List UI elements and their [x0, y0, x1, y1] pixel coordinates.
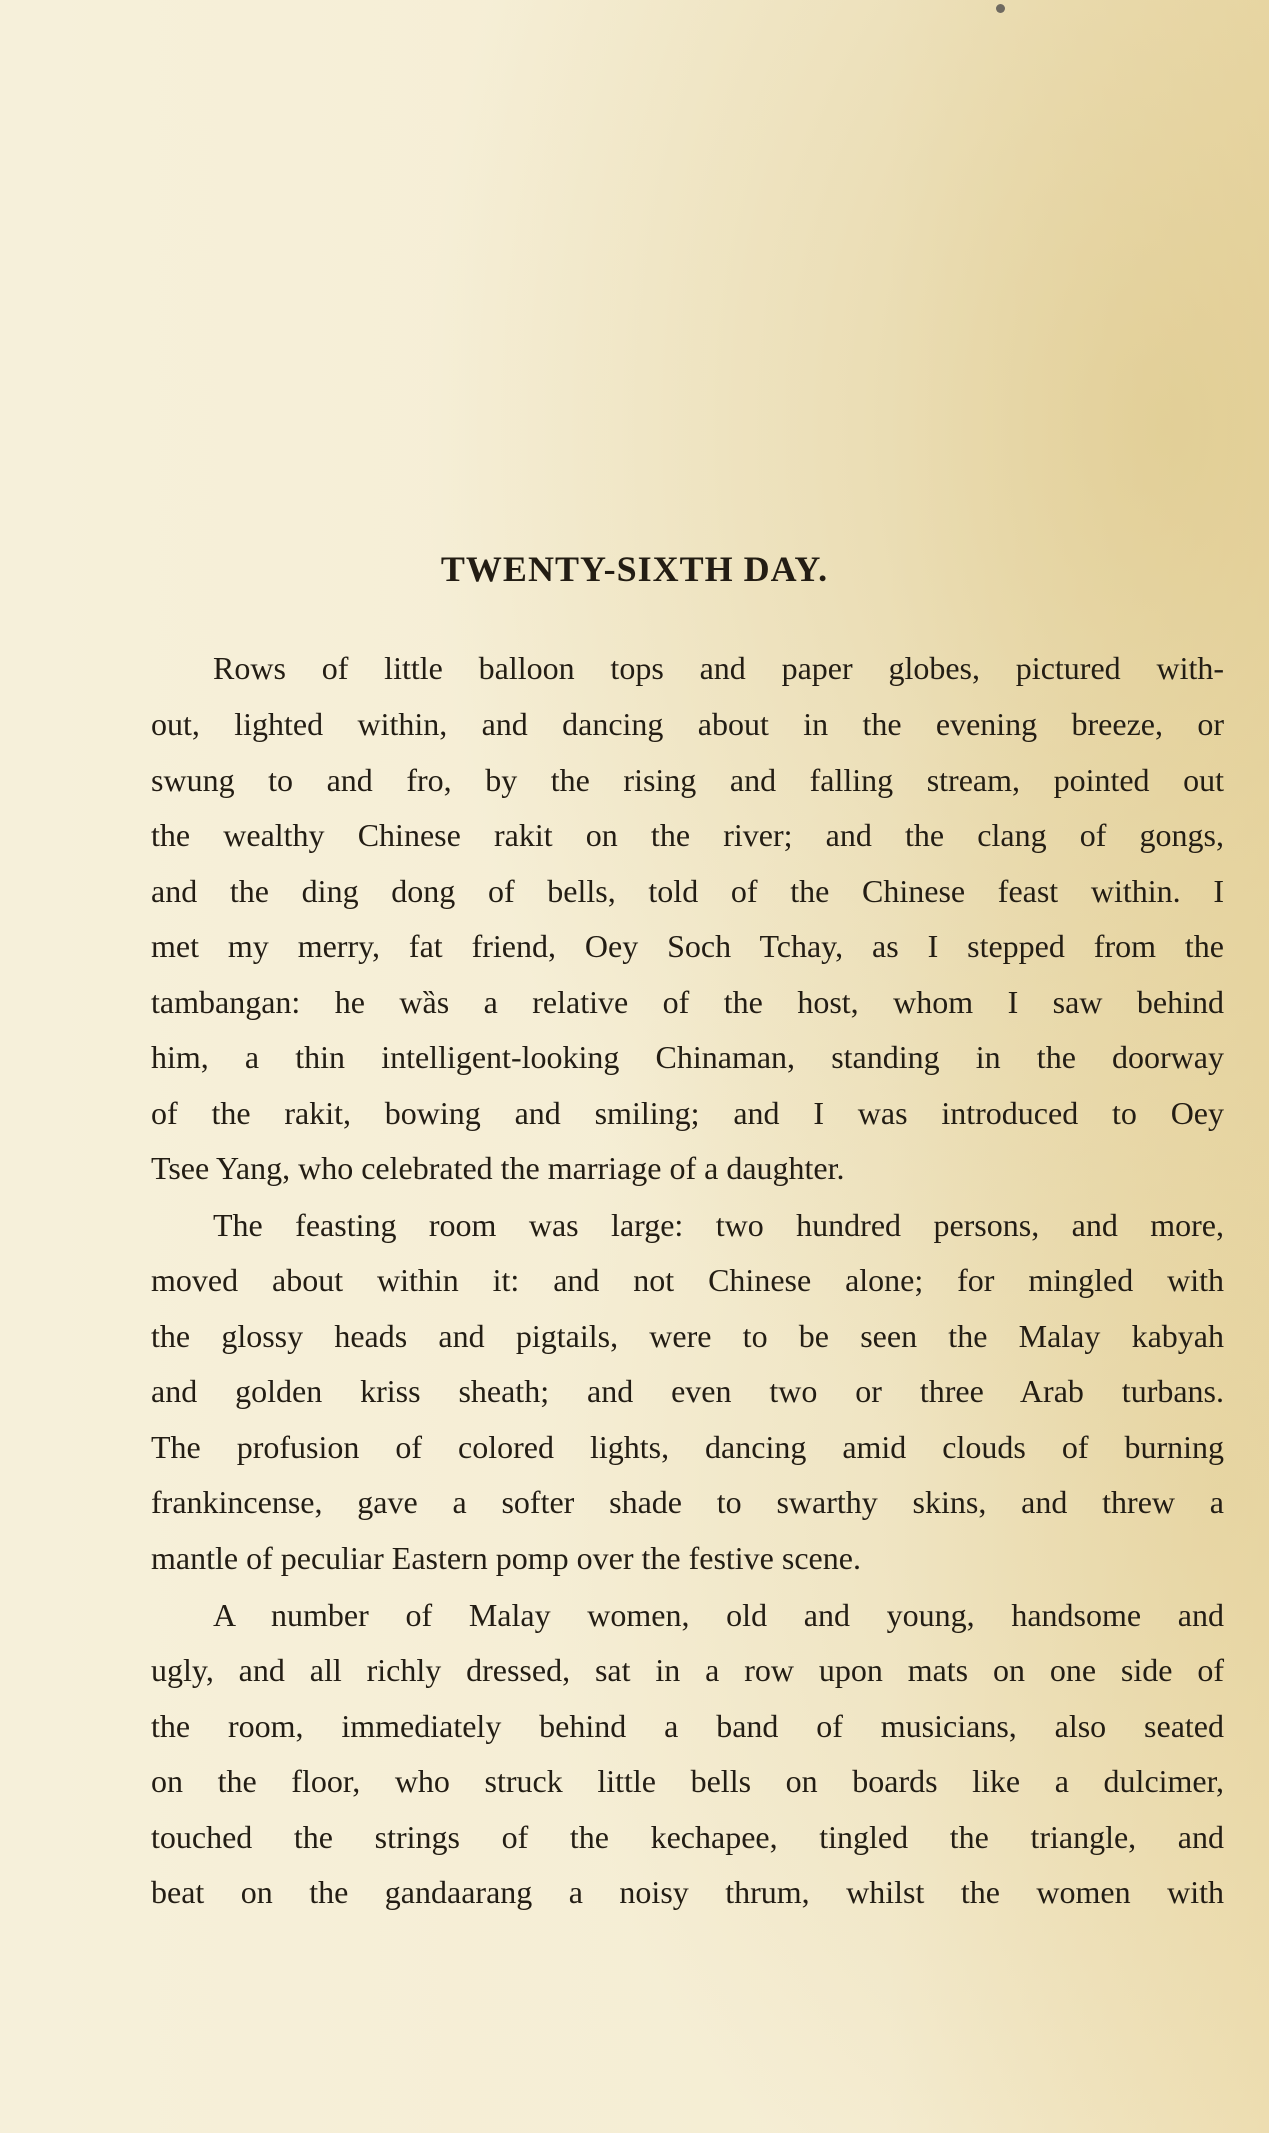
chapter-title: TWENTY-SIXTH DAY. [440, 549, 829, 589]
text-line: out, lighted within, and dancing about in the evening breeze, or [151, 706, 1224, 742]
ink-spot [996, 4, 1005, 13]
text-line: the wealthy Chinese rakit on the river; and the clang of gongs, [151, 817, 1224, 853]
text-line: the glossy heads and pigtails, were to be seen the Malay kabyah [151, 1318, 1224, 1354]
text-line: ugly, and all richly dressed, sat in a row upon mats on one side of [151, 1652, 1224, 1688]
text-line: mantle of peculiar Eastern pomp over the festive scene. [151, 1540, 861, 1576]
text-line: frankincense, gave a softer shade to swarthy skins, and threw a [151, 1484, 1224, 1520]
text-line: touched the strings of the kechapee, tingled the triangle, and [151, 1819, 1224, 1855]
text-line: him, a thin intelligent-looking Chinaman, standing in the doorway [151, 1039, 1224, 1075]
text-line: on the floor, who struck little bells on boards like a dulcimer, [151, 1763, 1224, 1799]
text-line: swung to and fro, by the rising and falling stream, pointed out [151, 762, 1224, 798]
text-line: beat on the gandaarang a noisy thrum, whilst the women with [151, 1874, 1224, 1910]
text-line: A number of Malay women, old and young, handsome and [213, 1597, 1224, 1633]
text-line: Tsee Yang, who celebrated the marriage of a daughter. [151, 1150, 845, 1186]
text-line: moved about within it: and not Chinese alone; for mingled with [151, 1262, 1224, 1298]
text-line: and the ding dong of bells, told of the Chinese feast within. I [151, 873, 1224, 909]
text-line: and golden kriss sheath; and even two or three Arab turbans. [151, 1373, 1224, 1409]
text-line: the room, immediately behind a band of musicians, also seated [151, 1708, 1224, 1744]
text-line: The profusion of colored lights, dancing amid clouds of burning [151, 1429, 1224, 1465]
text-line: met my merry, fat friend, Oey Soch Tchay, as I stepped from the [151, 928, 1224, 964]
text-line: of the rakit, bowing and smiling; and I was introduced to Oey [151, 1095, 1224, 1131]
text-line: The feasting room was large: two hundred persons, and more, [213, 1207, 1224, 1243]
text-line: Rows of little balloon tops and paper globes, pictured with- [213, 650, 1224, 686]
text-line: tambangan: he wȁs a relative of the host, whom I saw behind [151, 984, 1224, 1020]
